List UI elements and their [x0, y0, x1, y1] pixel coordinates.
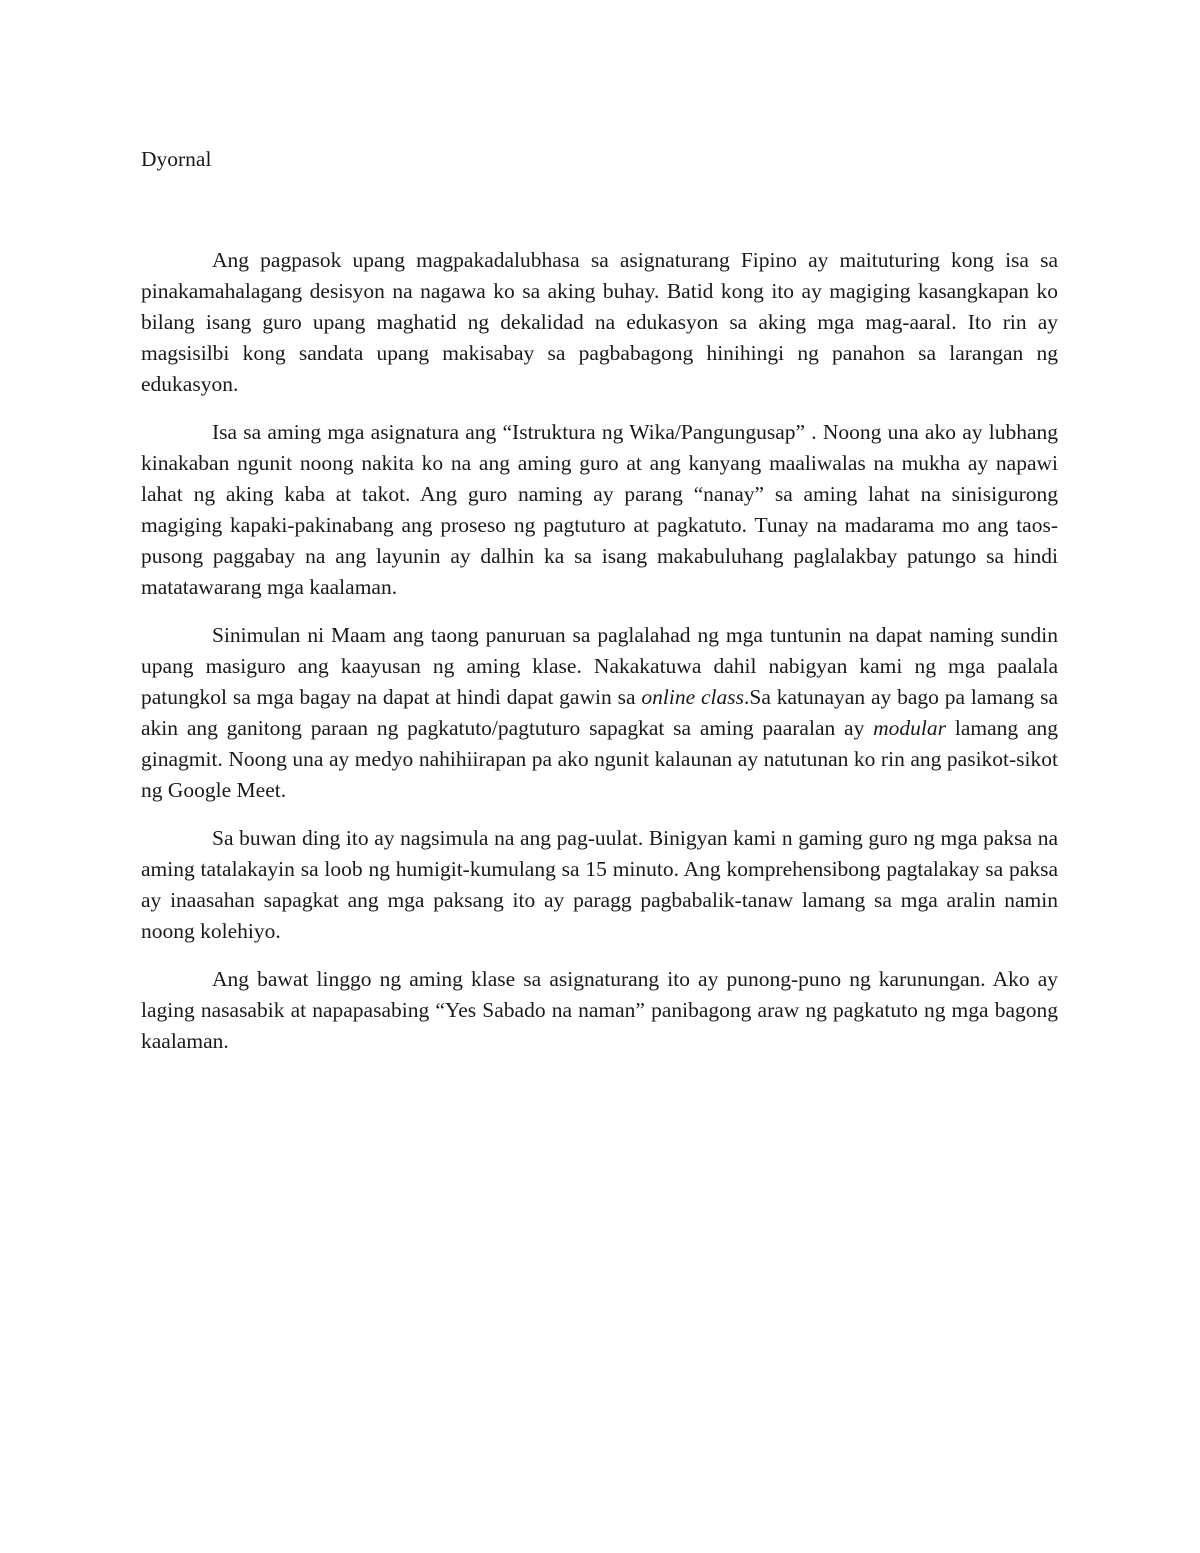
paragraph-3-text-a: Sinimulan ni Maam ang taong panuruan sa paglalahad ng mga tuntunin na dapat naming sundin upang masiguro ang kaayusan ng aming klase. Nakakatuwa dahil nabigyan kami ng mga paalala patungkol sa mga bagay na dapat at hindi dapat gawin sa — [141, 623, 1058, 709]
paragraph-1-text: Ang pagpasok upang magpakadalubhasa sa asignaturang Fipino ay maituturing kong isa sa pinakamahalagang desisyon na nagawa ko sa aking buhay. Batid kong ito ay magiging kasangkapan ko bilang isang guro upang maghatid ng dekalidad na edukasyon sa aking mga mag-aaral. Ito rin ay magsisilbi kong sandata upang makisabay sa pagbabagong hinihingi ng panahon sa larangan ng edukasyon. — [141, 248, 1058, 396]
paragraph-5 — [141, 964, 1058, 1057]
paragraph-4 — [141, 823, 1058, 947]
paragraph-2 — [141, 417, 1058, 603]
paragraph-1 — [141, 245, 1058, 400]
paragraph-2-text: Isa sa aming mga asignatura ang “Istruktura ng Wika/Pangungusap” . Noong una ako ay lubhang kinakaban ngunit noong nakita ko na ang aming guro at ang kanyang maaliwalas na mukha ay napawi lahat ng aking kaba at takot. Ang guro naming ay parang “nanay” sa aming lahat na sinisigurong magiging kapaki-pakinabang ang proseso ng pagtuturo at pagkatuto. Tunay na madarama mo ang taos-pusong paggabay na ang layunin ay dalhin ka sa isang makabuluhang paglalakbay patungo sa hindi matatawarang mga kaalaman. — [141, 420, 1058, 599]
document-title: Dyornal — [141, 147, 212, 171]
paragraph-3-italic-online-class: online class — [641, 685, 744, 709]
paragraph-3-italic-modular: modular — [873, 716, 947, 740]
document-body — [141, 144, 1058, 1074]
paragraph-3 — [141, 620, 1058, 806]
paragraph-5-text: Ang bawat linggo ng aming klase sa asignaturang ito ay punong-puno ng karunungan. Ako ay laging nasasabik at napapasabing “Yes Sabado na naman” panibagong araw ng pagkatuto ng mga bagong kaalaman. — [141, 967, 1058, 1053]
paragraph-3-text-c: lamang ang ginagmit. Noong una ay medyo nahihiirapan pa ako ngunit kalaunan ay natutunan ko rin ang pasikot-sikot ng Google Meet. — [141, 716, 1058, 802]
paragraph-3-text-b: .Sa katunayan ay bago pa lamang sa akin ang ganitong paraan ng pagkatuto/pagtuturo sapagkat sa aming paaralan ay — [141, 685, 1058, 740]
paragraph-4-text: Sa buwan ding ito ay nagsimula na ang pag-uulat. Binigyan kami n gaming guro ng mga paksa na aming tatalakayin sa loob ng humigit-kumulang sa 15 minuto. Ang komprehensibong pagtalakay sa paksa ay inaasahan sapagkat ang mga paksang ito ay paragg pagbabalik-tanaw lamang sa mga aralin namin noong kolehiyo. — [141, 826, 1058, 943]
